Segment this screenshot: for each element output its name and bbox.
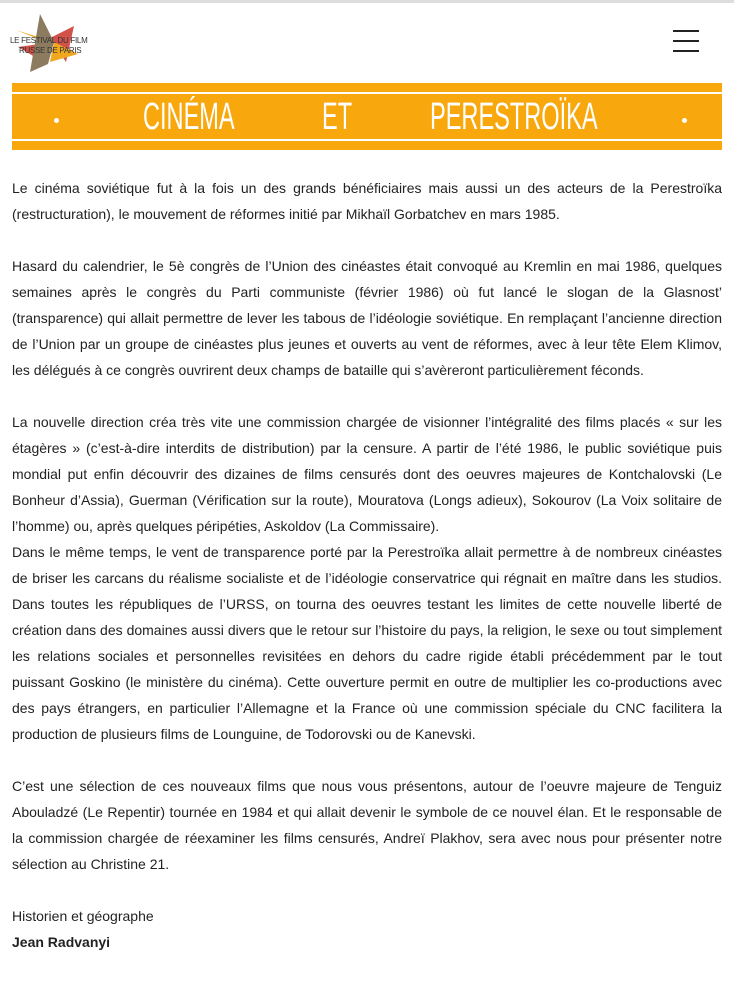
page-title xyxy=(12,95,722,139)
author-role: Historien et géographe xyxy=(12,908,154,924)
banner-top-line xyxy=(12,92,722,94)
logo-line-2: RUSSE DE PARIS xyxy=(19,46,82,55)
author-name: Jean Radvanyi xyxy=(12,934,111,950)
festival-logo[interactable] xyxy=(10,12,90,74)
title-word: ET xyxy=(322,96,353,138)
article-body xyxy=(12,175,722,955)
logo-line-1: LE FESTIVAL DU FILM xyxy=(10,36,88,45)
page-title-banner xyxy=(12,83,722,150)
paragraph: La nouvelle direction créa très vite une commission chargée de visionner l’intégralité des films placés « sur les étagères » (c’est-à-dire interdits de distribution) par la censure. A partir de l’été 1986, le public soviétique puis mondial put enfin découvrir des dizaines de films censurés dont des oeuvres majeures de Kontchalovski (Le Bonheur d’Assia), Guerman (Vérification sur la route), Mouratova (Longs adieux), Sokourov (La Voix solitaire de l’homme) ou, après quelques péripéties, Askoldov (La Commissaire). xyxy=(12,414,722,534)
paragraph: Le cinéma soviétique fut à la fois un des grands bénéficiaires mais aussi un des acteurs de la Perestroïka (restructuration), le mouvement de réformes initié par Mikhaïl Gorbatchev en mars 1985. xyxy=(12,180,722,222)
browser-top-border xyxy=(0,0,734,3)
hamburger-menu-icon[interactable] xyxy=(673,30,699,54)
title-word: PERESTROÏKA xyxy=(430,96,598,138)
banner-bottom-line xyxy=(12,139,722,141)
paragraph: C’est une sélection de ces nouveaux films que nous vous présentons, autour de l’oeuvre majeure de Tenguiz Abouladzé (Le Repentir) tournée en 1984 et qui allait devenir le symbole de ce nouvel élan. Et le responsable de la commission chargée de réexaminer les films censurés, Andreï Plakhov, sera avec nous pour présenter notre sélection au Christine 21. xyxy=(12,778,722,872)
paragraph: Hasard du calendrier, le 5è congrès de l’Union des cinéastes était convoqué au Kremlin en mai 1986, quelques semaines après le congrès du Parti communiste (février 1986) où fut lancé le slogan de la Glasnost’ (transparence) qui allait permettre de lever les tabous de l’idéologie soviétique. En remplaçant l’ancienne direction de l’Union par un groupe de cinéastes plus jeunes et ouverts au vent de réformes, avec à leur tête Elem Klimov, les délégués à ce congrès ouvrirent deux champs de bataille qui s’avèreront particulièrement féconds. xyxy=(12,258,722,378)
paragraph: Dans le même temps, le vent de transparence porté par la Perestroïka allait permettre à de nombreux cinéastes de briser les carcans du réalisme socialiste et de l’idéologie conservatrice qui régnait en maître dans les studios. Dans toutes les républiques de l’URSS, on tourna des oeuvres testant les limites de cette nouvelle liberté de création dans des domaines aussi divers que le retour sur l’histoire du pays, la religion, le sexe ou tout simplement les relations sociales et personnelles revisitées en dehors du cadre rigide établi précédemment par le tout puissant Goskino (le ministère du cinéma). Cette ouverture permit en outre de multiplier les co-productions avec des pays étrangers, en particulier l’Allemagne et la France où une commission spéciale du CNC facilitera la production de plusieurs films de Lounguine, de Todorovski ou de Kanevski. xyxy=(12,544,722,742)
title-word: CINÉMA xyxy=(143,96,235,138)
